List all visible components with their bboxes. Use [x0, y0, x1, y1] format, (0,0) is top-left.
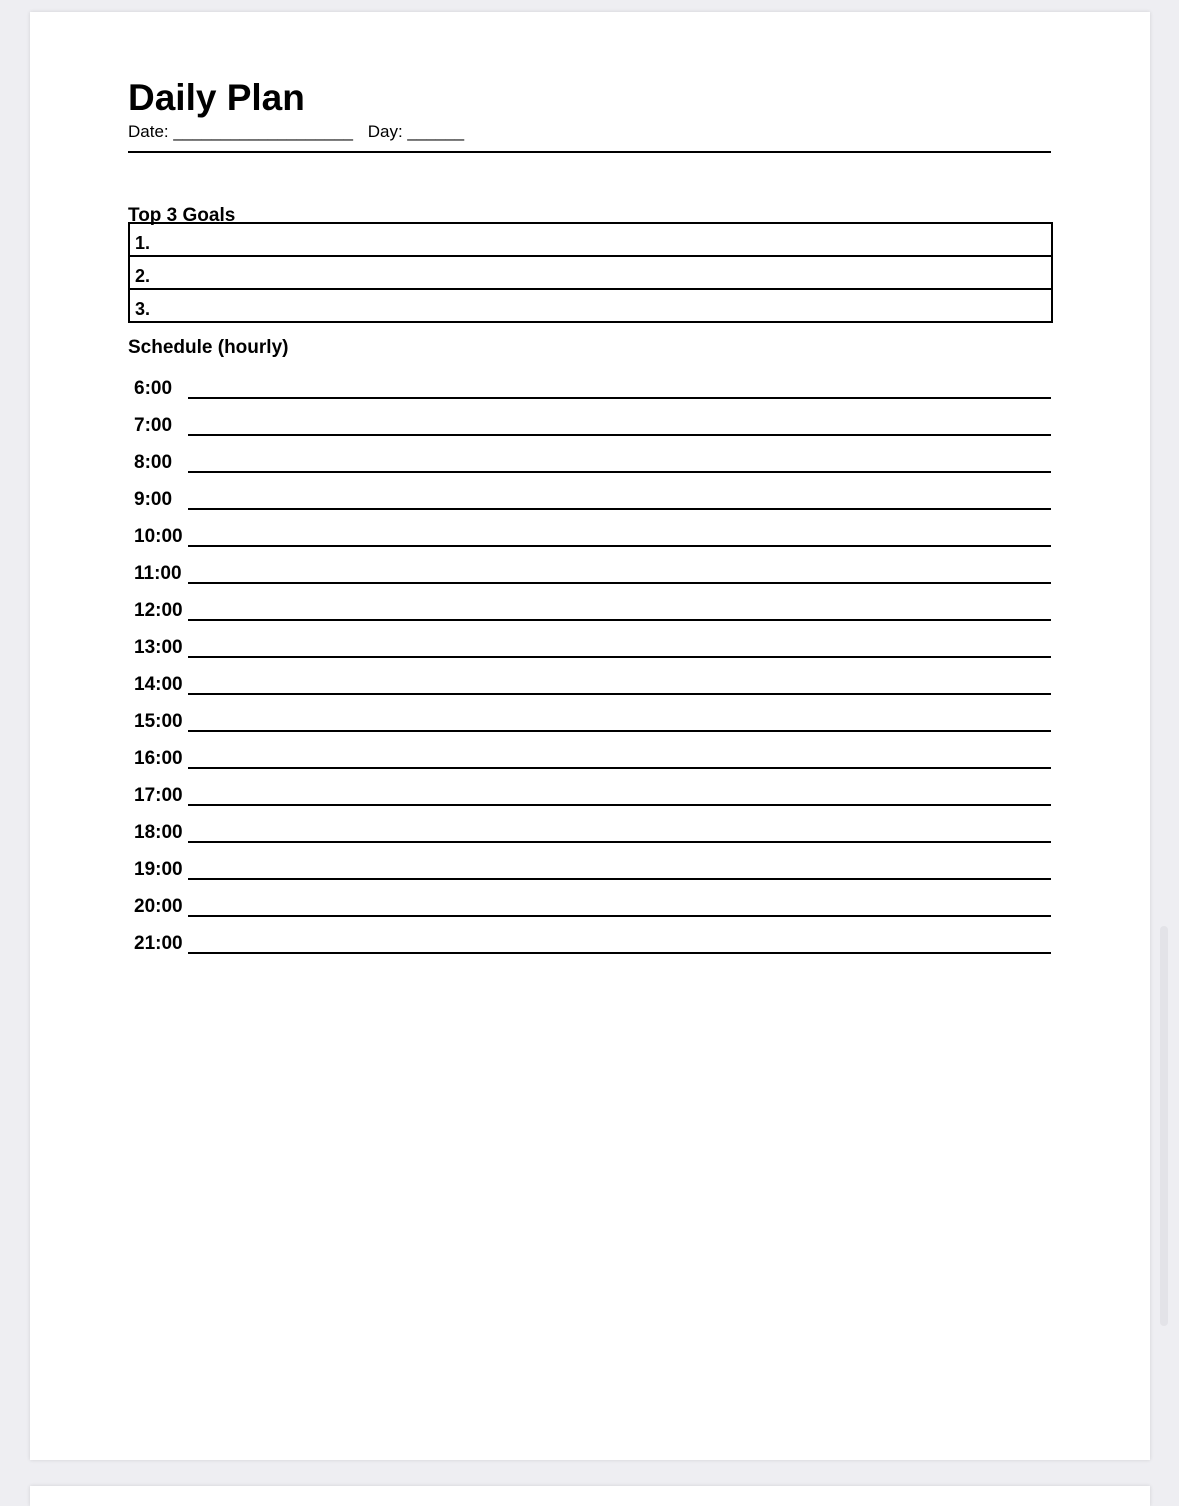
writing-line[interactable] — [188, 619, 1051, 621]
writing-line[interactable] — [188, 397, 1051, 399]
hour-row[interactable] — [134, 929, 1051, 966]
hour-row[interactable] — [134, 374, 1051, 411]
hour-label: 11:00 — [134, 563, 182, 584]
hour-label: 8:00 — [134, 452, 173, 473]
planner-page — [30, 12, 1150, 1460]
writing-line[interactable] — [188, 915, 1051, 917]
day-field[interactable]: Day: ______ — [367, 122, 465, 141]
goal-number: 2. — [135, 266, 151, 286]
hour-row[interactable] — [134, 559, 1051, 596]
schedule-heading: Schedule (hourly) — [128, 337, 289, 358]
writing-line[interactable] — [188, 582, 1051, 584]
writing-line[interactable] — [188, 508, 1051, 510]
hour-row[interactable] — [134, 522, 1051, 559]
hour-row[interactable] — [134, 744, 1051, 781]
hour-row[interactable] — [134, 892, 1051, 929]
writing-line[interactable] — [188, 767, 1051, 769]
hour-label: 20:00 — [134, 896, 183, 917]
goal-row-2[interactable] — [130, 257, 1051, 290]
hour-label: 17:00 — [134, 785, 183, 806]
next-page-edge — [30, 1486, 1150, 1506]
writing-line[interactable] — [188, 656, 1051, 658]
hour-row[interactable] — [134, 448, 1051, 485]
hour-row[interactable] — [134, 670, 1051, 707]
goals-heading: Top 3 Goals — [128, 205, 236, 226]
date-field[interactable]: Date: ___________________ — [128, 122, 353, 141]
date-day-row — [128, 121, 1051, 153]
goal-number: 1. — [135, 233, 151, 253]
hour-label: 21:00 — [134, 933, 183, 954]
writing-line[interactable] — [188, 545, 1051, 547]
writing-line[interactable] — [188, 952, 1051, 954]
hour-label: 16:00 — [134, 748, 183, 769]
hour-label: 10:00 — [134, 526, 183, 547]
writing-line[interactable] — [188, 841, 1051, 843]
hour-label: 15:00 — [134, 711, 183, 732]
hour-row[interactable] — [134, 633, 1051, 670]
goals-table — [128, 222, 1053, 323]
goal-row-1[interactable] — [130, 224, 1051, 257]
hour-label: 7:00 — [134, 415, 173, 436]
hour-label: 9:00 — [134, 489, 173, 510]
page-title: Daily Plan — [128, 77, 305, 118]
hour-label: 12:00 — [134, 600, 183, 621]
writing-line[interactable] — [188, 434, 1051, 436]
hour-row[interactable] — [134, 411, 1051, 448]
hour-row[interactable] — [134, 596, 1051, 633]
hour-row[interactable] — [134, 818, 1051, 855]
schedule-list — [134, 374, 1051, 966]
hour-row[interactable] — [134, 707, 1051, 744]
writing-line[interactable] — [188, 878, 1051, 880]
writing-line[interactable] — [188, 693, 1051, 695]
writing-line[interactable] — [188, 471, 1051, 473]
hour-label: 14:00 — [134, 674, 183, 695]
hour-label: 18:00 — [134, 822, 183, 843]
writing-line[interactable] — [188, 730, 1051, 732]
hour-row[interactable] — [134, 781, 1051, 818]
hour-label: 19:00 — [134, 859, 183, 880]
scrollbar[interactable] — [1160, 926, 1168, 1326]
hour-label: 6:00 — [134, 378, 173, 399]
hour-label: 13:00 — [134, 637, 183, 658]
goal-row-3[interactable] — [130, 290, 1051, 321]
hour-row[interactable] — [134, 855, 1051, 892]
writing-line[interactable] — [188, 804, 1051, 806]
goal-number: 3. — [135, 299, 151, 319]
hour-row[interactable] — [134, 485, 1051, 522]
